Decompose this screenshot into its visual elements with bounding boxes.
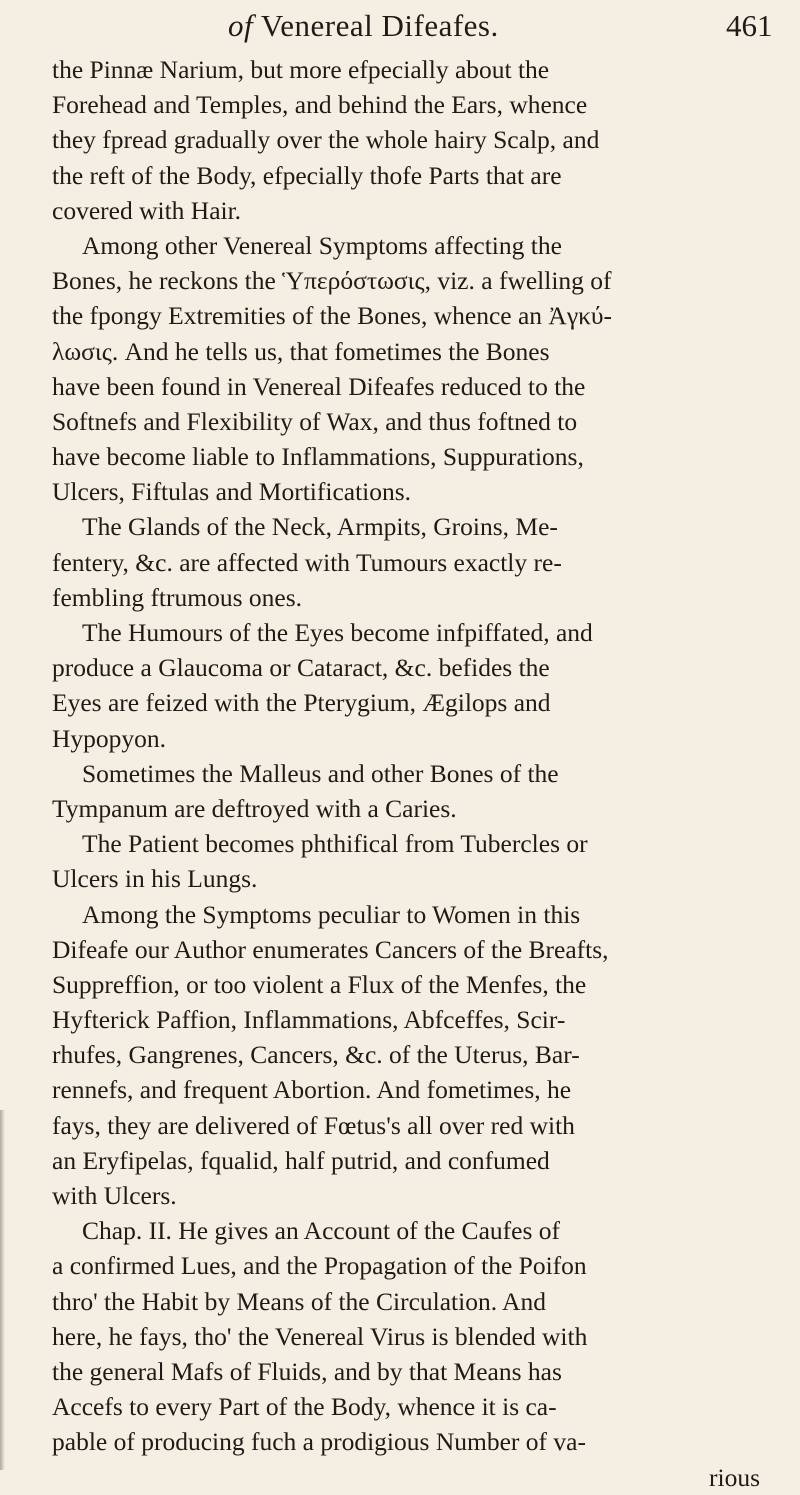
- text-line: Difeafe our Author enumerates Cancers of the Breafts,: [52, 934, 609, 964]
- running-header: [0, 8, 800, 52]
- text-line: Sometimes the Malleus and other Bones of the: [82, 758, 559, 788]
- running-title-prefix: of: [228, 8, 254, 43]
- running-title-main: Venereal Difeafes.: [253, 8, 499, 43]
- text-line: covered with Hair.: [52, 195, 242, 225]
- body-text: [52, 52, 782, 1495]
- text-line: rennefs, and frequent Abortion. And fometimes, he: [52, 1075, 572, 1105]
- text-line: here, he fays, tho' the Venereal Virus is blended with: [52, 1321, 588, 1351]
- text-line: λωσις. And he tells us, that fometimes the Bones: [52, 336, 550, 366]
- page-number: 461: [726, 8, 773, 43]
- text-line: a confirmed Lues, and the Propagation of the Poifon: [52, 1251, 587, 1281]
- text-line: Ulcers, Fiftulas and Mortifications.: [52, 477, 412, 507]
- text-line: Hypopyon.: [52, 723, 167, 753]
- page-edge-shadow: [0, 1110, 5, 1470]
- text-line: Softnefs and Flexibility of Wax, and thus foftned to: [52, 406, 578, 436]
- text-line: Tympanum are deftroyed with a Caries.: [52, 793, 457, 823]
- text-line: Bones, he reckons the Ὑπερόστωσις, viz. a fwelling of: [52, 266, 612, 296]
- text-line: fays, they are delivered of Fœtus's all over red with: [52, 1110, 575, 1140]
- text-line: thro' the Habit by Means of the Circulation. And: [52, 1286, 546, 1316]
- text-line: have been found in Venereal Difeafes reduced to the: [52, 371, 586, 401]
- text-line: Ulcers in his Lungs.: [52, 864, 258, 894]
- text-line: the general Mafs of Fluids, and by that Means has: [52, 1356, 562, 1386]
- text-line: rhufes, Gangrenes, Cancers, &c. of the Uterus, Bar-: [52, 1040, 580, 1070]
- text-line: Among other Venereal Symptoms affecting the: [82, 230, 562, 260]
- text-line: the fpongy Extremities of the Bones, whence an Ἀγκύ-: [52, 301, 613, 331]
- text-line: The Humours of the Eyes become infpiffated, and: [82, 618, 593, 647]
- text-line: Suppreffion, or too violent a Flux of the Menfes, the: [52, 969, 587, 999]
- text-line: the Pinnæ Narium, but more efpecially about the: [52, 55, 550, 84]
- text-line: fentery, &c. are affected with Tumours exactly re-: [52, 547, 562, 577]
- text-line: Eyes are feized with the Pterygium, Ægilops and: [52, 688, 551, 718]
- text-line: Chap. II. He gives an Account of the Caufes of: [82, 1216, 560, 1246]
- text-line: they fpread gradually over the whole hairy Scalp, and: [52, 125, 600, 155]
- text-line: The Patient becomes phthifical from Tubercles or: [82, 829, 588, 859]
- text-line: fembling ftrumous ones.: [52, 582, 303, 612]
- text-line: an Eryfipelas, fqualid, half putrid, and confumed: [52, 1145, 550, 1175]
- text-line: Hyfterick Paffion, Inflammations, Abfceffes, Scir-: [52, 1005, 566, 1035]
- text-line: have become liable to Inflammations, Suppurations,: [52, 442, 584, 472]
- text-line: the reft of the Body, efpecially thofe Parts that are: [52, 160, 562, 190]
- text-line: The Glands of the Neck, Armpits, Groins, Me-: [82, 512, 558, 542]
- running-title: [228, 8, 499, 44]
- text-line: Accefs to every Part of the Body, whence it is ca-: [52, 1392, 557, 1422]
- text-line: Forehead and Temples, and behind the Ears, whence: [52, 90, 588, 120]
- text-line: Among the Symptoms peculiar to Women in this: [82, 899, 581, 929]
- catchword: rious: [709, 1462, 760, 1492]
- text-line: pable of producing fuch a prodigious Number of va-: [52, 1427, 586, 1457]
- text-line: produce a Glaucoma or Cataract, &c. befides the: [52, 653, 550, 683]
- text-line: with Ulcers.: [52, 1181, 177, 1210]
